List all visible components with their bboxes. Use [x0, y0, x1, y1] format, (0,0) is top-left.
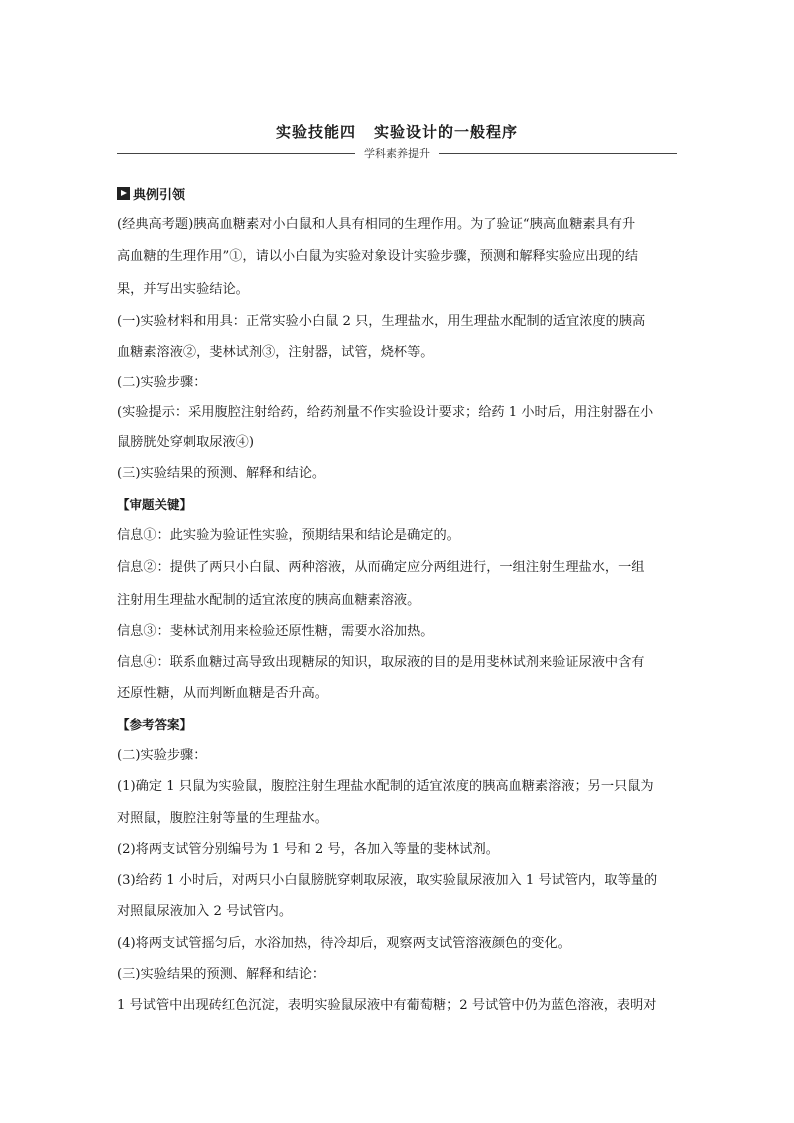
text-line: 还原性糖，从而判断血糖是否升高。: [117, 686, 328, 701]
text-line: 对照鼠尿液加入 2 号试管内。: [117, 904, 293, 919]
text-line: (3)给药 1 小时后，对两只小白鼠膀胱穿刺取尿液，取实验鼠尿液加入 1 号试管内，取等量的: [117, 873, 658, 888]
section-label-review-key: 【审题关键】: [117, 497, 193, 512]
text-line: 高血糖的生理作用”①，请以小白鼠为实验对象设计实验步骤，预测和解释实验应出现的结: [117, 249, 639, 264]
section-label: 典例引领: [133, 188, 186, 203]
text-line: 信息③：斐林试剂用来检验还原性糖，需要水浴加热。: [117, 624, 434, 639]
section-heading: [117, 184, 185, 203]
text-line: (4)将两支试管摇匀后，水浴加热，待冷却后，观察两支试管溶液颜色的变化。: [117, 936, 571, 951]
text-line: (2)将两支试管分别编号为 1 号和 2 号，各加入等量的斐林试剂。: [117, 842, 499, 857]
text-line: (二)实验步骤：: [117, 375, 207, 390]
text-line: 果，并写出实验结论。: [117, 282, 249, 297]
text-line: 信息②：提供了两只小白鼠、两种溶液，从而确定应分两组进行，一组注射生理盐水，一组: [117, 560, 645, 575]
section-label-reference-answer: 【参考答案】: [117, 717, 193, 732]
text-line: 对照鼠，腹腔注射等量的生理盐水。: [117, 811, 328, 826]
text-line: (1)确定 1 只鼠为实验鼠，腹腔注射生理盐水配制的适宜浓度的胰高血糖素溶液；另一只鼠为: [117, 779, 654, 794]
text-line: (一)实验材料和用具：正常实验小白鼠 2 只，生理盐水，用生理盐水配制的适宜浓度的胰高: [117, 314, 646, 329]
text-line: 信息①：此实验为验证性实验，预期结果和结论是确定的。: [117, 528, 460, 543]
text-line: (二)实验步骤：: [117, 748, 207, 763]
subtitle-row: [117, 145, 677, 161]
title-part1: 实验技能四: [275, 123, 356, 141]
subtitle-rule-right: [439, 153, 677, 154]
text-line: 1 号试管中出现砖红色沉淀，表明实验鼠尿液中有葡萄糖；2 号试管中仍为蓝色溶液，表明对: [117, 998, 657, 1013]
text-line: 信息④：联系血糖过高导致出现糖尿的知识，取尿液的目的是用斐林试剂来验证尿液中含有: [117, 655, 645, 670]
text-line: 鼠膀胱处穿刺取尿液④): [117, 435, 255, 450]
play-icon: [117, 187, 130, 200]
text-line: (三)实验结果的预测、解释和结论：: [117, 967, 326, 982]
text-line: (三)实验结果的预测、解释和结论。: [117, 466, 326, 481]
text-line: (实验提示：采用腹腔注射给药，给药剂量不作实验设计要求；给药 1 小时后，用注射器在小: [117, 405, 654, 420]
text-line: 血糖素溶液②，斐林试剂③，注射器，试管，烧杯等。: [117, 345, 434, 360]
subtitle: 学科素养提升: [364, 147, 430, 160]
title-part2: 实验设计的一般程序: [374, 123, 519, 141]
page-title: [0, 121, 794, 142]
text-line: (经典高考题)胰高血糖素对小白鼠和人具有相同的生理作用。为了验证“胰高血糖素具有升: [117, 217, 636, 232]
text-line: 注射用生理盐水配制的适宜浓度的胰高血糖素溶液。: [117, 593, 421, 608]
